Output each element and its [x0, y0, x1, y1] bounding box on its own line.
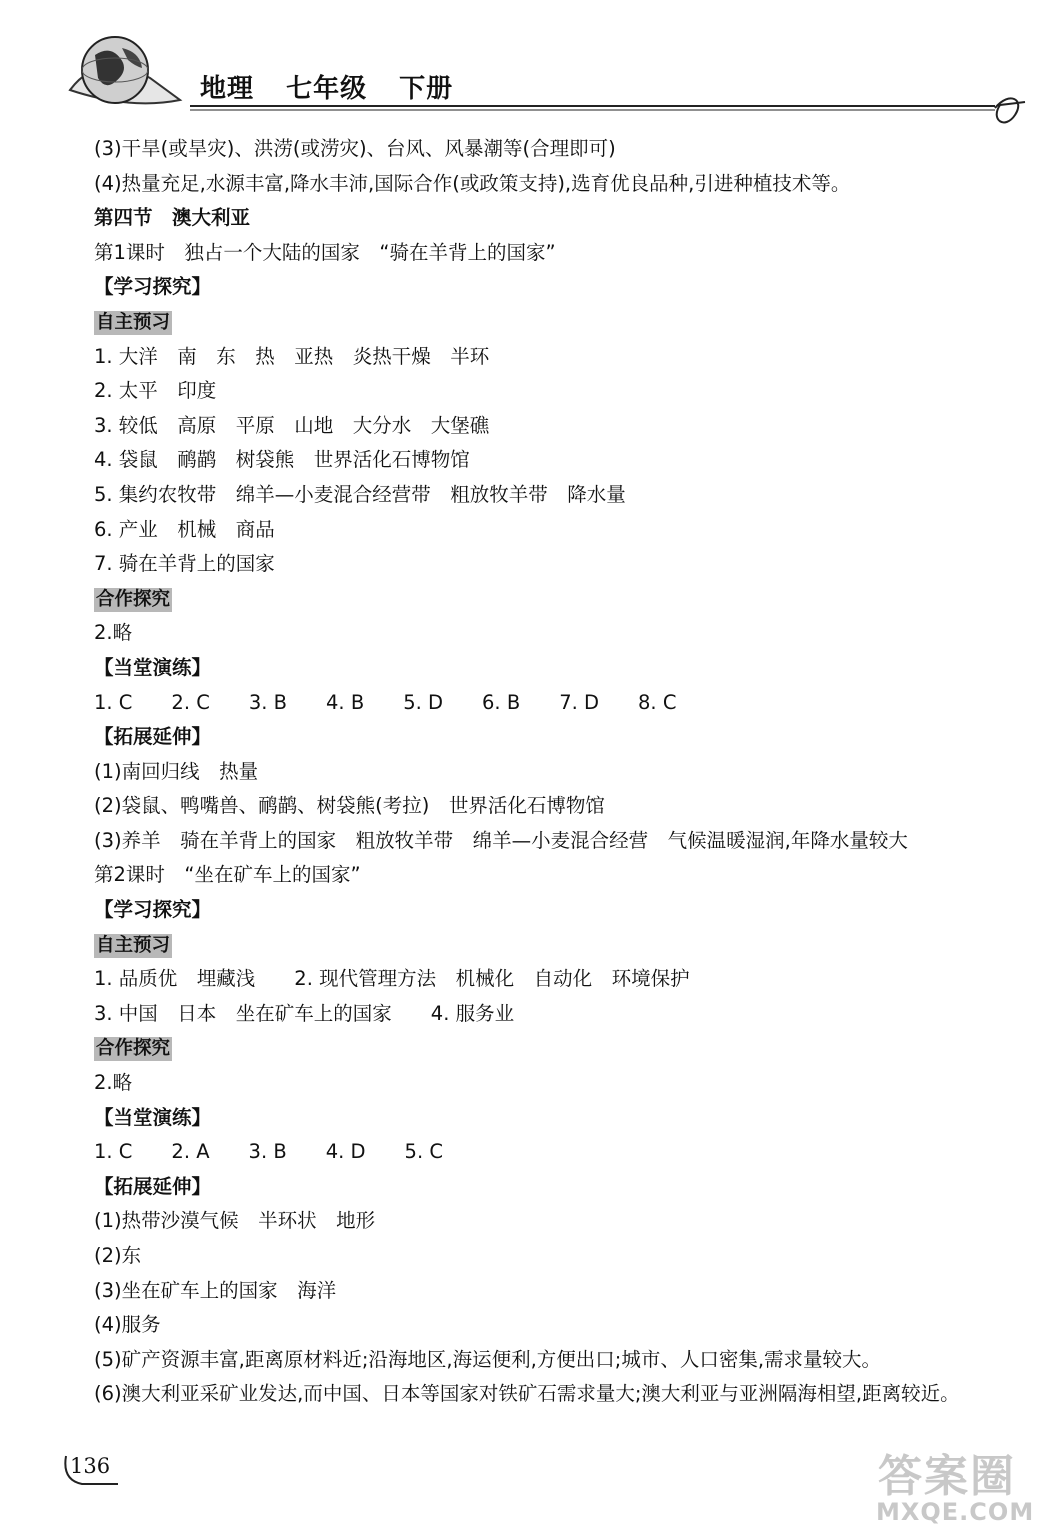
- watermark: [870, 1440, 1040, 1530]
- answer-line: 6. 产业 机械 商品: [94, 517, 275, 541]
- answer-line: 5. 集约农牧带 绵羊—小麦混合经营带 粗放牧羊带 降水量: [94, 482, 626, 506]
- part-heading: 【学习探究】: [94, 275, 212, 299]
- answer-line: (2)东: [94, 1244, 142, 1267]
- header-subject: 地理: [200, 74, 255, 104]
- page-number-badge: [62, 1450, 122, 1490]
- lesson-heading: 第1课时 独占一个大陆的国家 “骑在羊背上的国家”: [94, 240, 556, 264]
- answer-line: 3. 较低 高原 平原 山地 大分水 大堡礁: [94, 413, 490, 437]
- answer-line: 2. 太平 印度: [94, 379, 217, 403]
- answer-line: (3)坐在矿车上的国家 海洋: [94, 1278, 337, 1302]
- sub-label-row: [94, 928, 1004, 963]
- answer-line: (3)养羊 骑在羊背上的国家 粗放牧羊带 绵羊—小麦混合经营 气候温暖湿润,年降水量较大: [94, 828, 908, 852]
- page-number: 136: [70, 1454, 111, 1478]
- sub-label: 自主预习: [96, 311, 171, 333]
- part-heading: 【当堂演练】: [94, 655, 212, 679]
- watermark-url: MXQE.COM: [876, 1498, 1035, 1526]
- sub-label-row: [94, 305, 1004, 340]
- header-volume: 下册: [399, 74, 454, 104]
- answer-line: (4)热量充足,水源丰富,降水丰沛,国际合作(或政策支持),选育优良品种,引进种植技术等。: [94, 171, 851, 195]
- answer-line: (1)热带沙漠气候 半环状 地形: [94, 1209, 376, 1233]
- answer-line: 4. 袋鼠 鸸鹋 树袋熊 世界活化石博物馆: [94, 448, 470, 472]
- part-heading: 【当堂演练】: [94, 1105, 212, 1129]
- part-heading: 【拓展延伸】: [94, 1174, 212, 1198]
- answer-line: 3. 中国 日本 坐在矿车上的国家 4. 服务业: [94, 1001, 515, 1025]
- watermark-logo: 答案圈: [878, 1451, 1016, 1502]
- answer-content: [94, 132, 1004, 1412]
- answer-line: 1. C 2. C 3. B 4. B 5. D 6. B 7. D 8. C: [94, 690, 677, 714]
- globe-icon: [60, 30, 180, 130]
- part-heading: 【学习探究】: [94, 898, 212, 922]
- sub-label: 合作探究: [96, 588, 171, 610]
- answer-line: (4)服务: [94, 1313, 161, 1337]
- header-title: [200, 68, 453, 105]
- answer-line: (1)南回归线 热量: [94, 759, 259, 783]
- page-header: [60, 30, 1030, 140]
- answer-line: (2)袋鼠、鸭嘴兽、鸸鹋、树袋熊(考拉) 世界活化石博物馆: [94, 794, 605, 818]
- sub-label-row: [94, 1031, 1004, 1066]
- answer-line: 1. C 2. A 3. B 4. D 5. C: [94, 1140, 443, 1164]
- lesson-heading: 第2课时 “坐在矿车上的国家”: [94, 863, 361, 887]
- answer-line: 1. 品质优 埋藏浅 2. 现代管理方法 机械化 自动化 环境保护: [94, 967, 690, 991]
- answer-line: (6)澳大利亚采矿业发达,而中国、日本等国家对铁矿石需求量大;澳大利亚与亚洲隔海相望,距离较近。: [94, 1382, 960, 1406]
- answer-line: 2.略: [94, 1071, 133, 1095]
- flourish-icon: [995, 98, 1025, 122]
- part-heading: 【拓展延伸】: [94, 725, 212, 749]
- answer-line: 1. 大洋 南 东 热 亚热 炎热干燥 半环: [94, 344, 490, 368]
- sub-label: 合作探究: [96, 1038, 171, 1060]
- section-heading: 第四节 澳大利亚: [94, 206, 251, 230]
- answer-line: 2.略: [94, 621, 133, 645]
- answer-line: 7. 骑在羊背上的国家: [94, 552, 275, 576]
- answer-line: (5)矿产资源丰富,距离原材料近;沿海地区,海运便利,方便出口;城市、人口密集,需求量较大。: [94, 1347, 882, 1371]
- sub-label-row: [94, 582, 1004, 617]
- header-grade: 七年级: [286, 74, 368, 104]
- sub-label: 自主预习: [96, 934, 171, 956]
- answer-line: (3)干旱(或旱灾)、洪涝(或涝灾)、台风、风暴潮等(合理即可): [94, 137, 616, 160]
